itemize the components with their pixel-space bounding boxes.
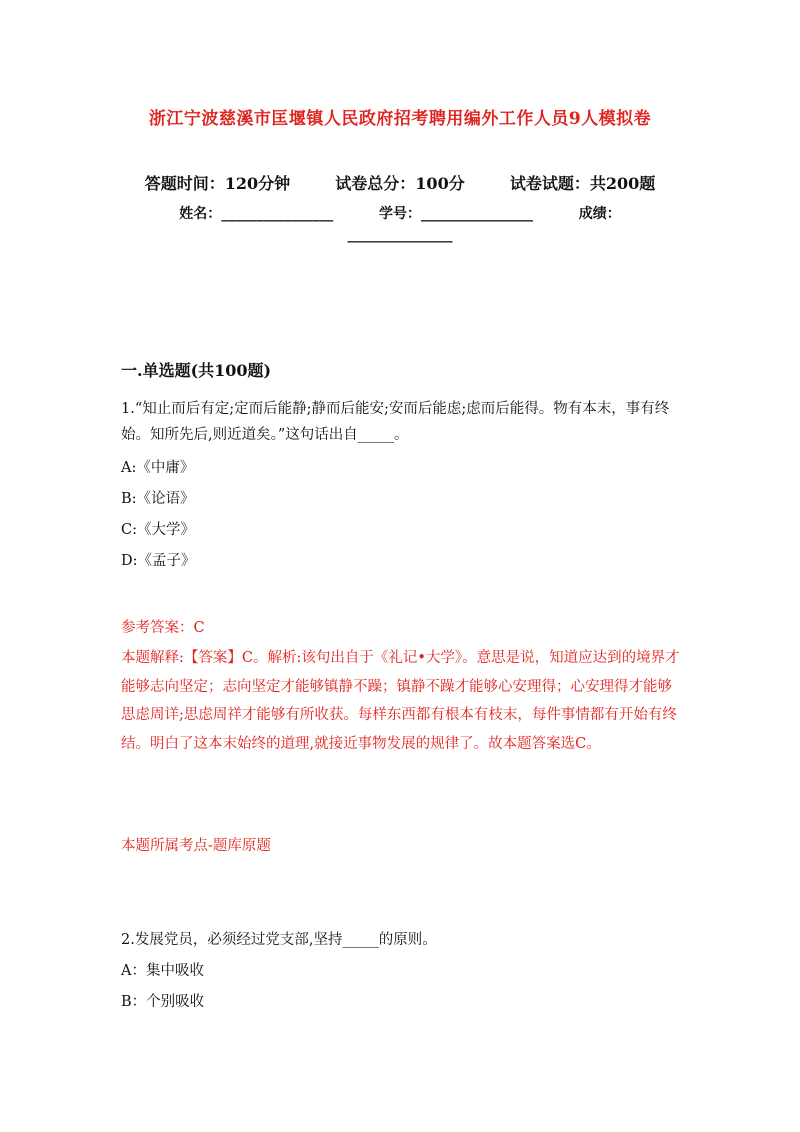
grade-blank: _______________ xyxy=(347,227,453,243)
option-c: C:《大学》 xyxy=(121,522,195,538)
question-stem: 1.“知止而后有定;定而后能静;静而后能安;安而后能虑;虑而后能得。物有本末，事有终始。知所先后,则近道矣。”这句话出自_____。 xyxy=(121,401,670,443)
option-d: D:《孟子》 xyxy=(121,553,196,569)
answer-line: 参考答案：C xyxy=(121,620,205,636)
section-title: 一.单选题(共100题) xyxy=(121,361,272,380)
source-line: 本题所属考点-题库原题 xyxy=(121,838,271,854)
grade-label: 成绩： xyxy=(578,206,621,222)
question-2 xyxy=(121,927,681,953)
option-a: A：集中吸收 xyxy=(121,963,204,979)
question-stem: 2.发展党员，必须经过党支部,坚持_____的原则。 xyxy=(121,932,437,948)
score-label: 试卷总分：100分 xyxy=(335,174,465,193)
exam-meta xyxy=(0,171,800,194)
option-b: B:《论语》 xyxy=(121,491,195,507)
name-blank: ________________ xyxy=(221,206,334,222)
grade-blank-row xyxy=(0,227,800,243)
id-label: 学号： xyxy=(379,206,421,222)
question-2-options xyxy=(121,956,681,1018)
exam-title: 浙江宁波慈溪市匡堰镇人民政府招考聘用编外工作人员9人模拟卷 xyxy=(148,109,652,129)
option-a: A:《中庸》 xyxy=(121,460,195,476)
time-label: 答题时间：120分钟 xyxy=(144,174,291,193)
question-1 xyxy=(121,396,681,448)
id-blank: ________________ xyxy=(421,206,533,222)
name-label: 姓名： xyxy=(179,206,222,222)
explanation: 本题解释:【答案】C。解析:该句出自于《礼记•大学》。意思是说，知道应达到的境界才能够志向坚定；志向坚定才能够镇静不躁；镇静不躁才能够心安理得；心安理得才能够思虑周详;思虑周祥才能够有所收获。每样东西都有根本有枝末，每件事情都有开始有终结。明白了这本末始终的道理,就接近事物发展的规律了。故本题答案选C。 xyxy=(121,650,680,752)
question-1-options xyxy=(121,453,681,577)
student-info xyxy=(0,203,800,223)
count-label: 试卷试题：共200题 xyxy=(509,174,656,193)
option-b: B：个别吸收 xyxy=(121,994,205,1010)
